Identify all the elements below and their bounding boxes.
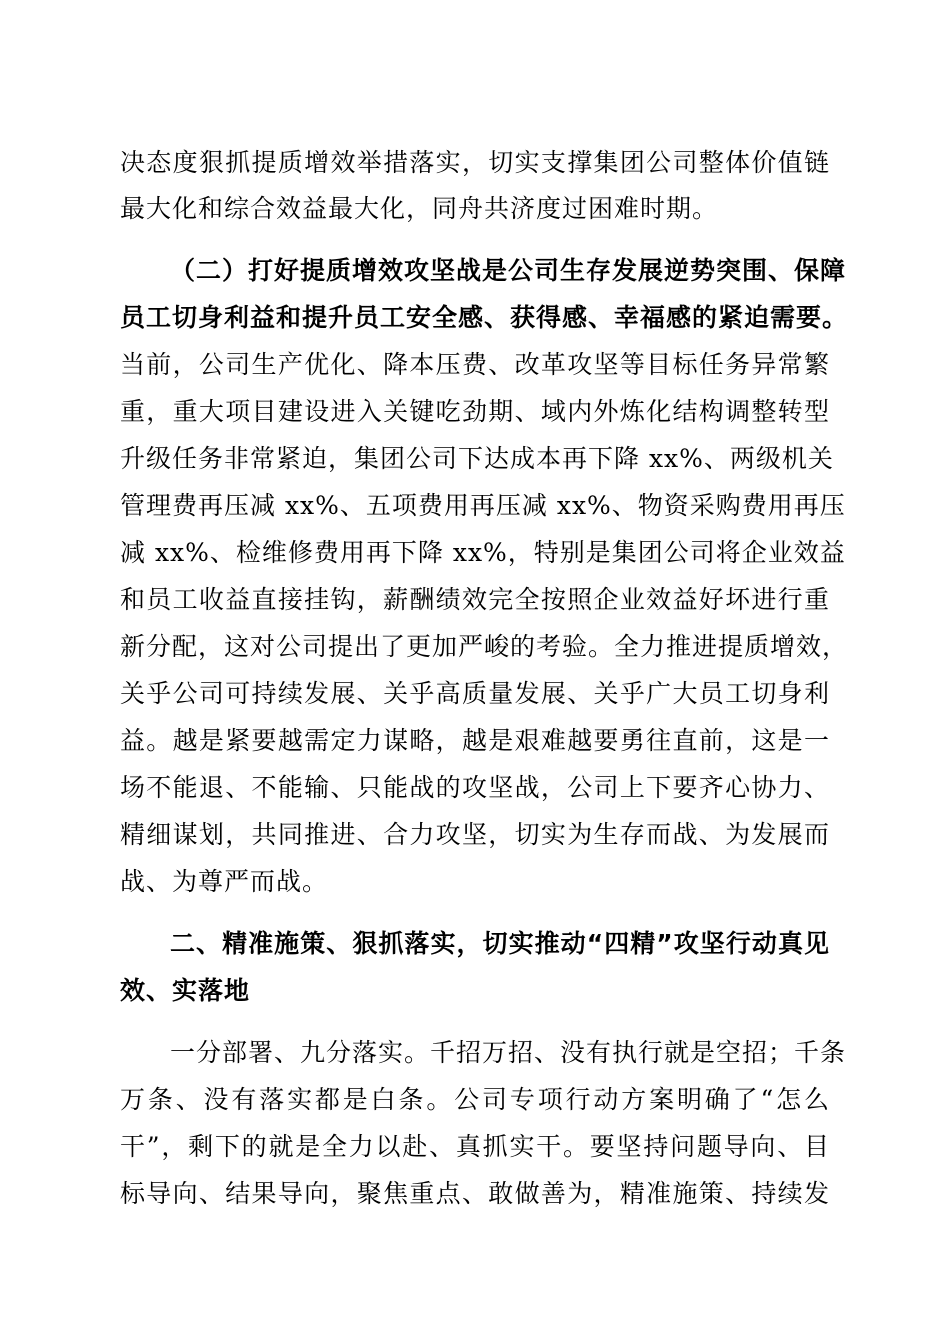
paragraph-line: 当前，公司生产优化、降本压费、改革攻坚等目标任务异常繁 (120, 350, 830, 379)
paragraph-line: 一分部署、九分落实。千招万招、没有执行就是空招；千条 (170, 1038, 847, 1067)
paragraph-line: 管理费再压减 xx%、五项费用再压减 xx%、物资采购费用再压 (120, 491, 846, 520)
paragraph-line: 干”，剩下的就是全力以赴、真抓实干。要坚持问题导向、目 (120, 1132, 830, 1161)
paragraph-line: 标导向、结果导向，聚焦重点、敢做善为，精准施策、持续发 (120, 1179, 830, 1208)
paragraph-line: 战、为尊严而战。 (120, 867, 329, 896)
paragraph-line: 最大化和综合效益最大化，同舟共济度过困难时期。 (120, 194, 719, 223)
subheading-line: （二）打好提质增效攻坚战是公司生存发展逆势突围、保障 (170, 256, 847, 285)
paragraph-line: 决态度狠抓提质增效举措落实，切实支撑集团公司整体价值链 (120, 148, 830, 177)
section-heading-line: 效、实落地 (120, 976, 251, 1005)
paragraph-line: 和员工收益直接挂钩，薪酬绩效完全按照企业效益好坏进行重 (120, 585, 830, 614)
paragraph-line: 关乎公司可持续发展、关乎高质量发展、关乎广大员工切身利 (120, 679, 830, 708)
paragraph-line: 减 xx%、检维修费用再下降 xx%，特别是集团公司将企业效益 (120, 538, 846, 567)
paragraph-line: 场不能退、不能输、只能战的攻坚战，公司上下要齐心协力、 (120, 773, 830, 802)
paragraph-line: 万条、没有落实都是白条。公司专项行动方案明确了“怎么 (120, 1085, 830, 1114)
paragraph-line: 升级任务非常紧迫，集团公司下达成本再下降 xx%、两级机关 (120, 444, 834, 473)
paragraph-line: 精细谋划，共同推进、合力攻坚，切实为生存而战、为发展而 (120, 820, 830, 849)
paragraph-line: 重，重大项目建设进入关键吃劲期、域内外炼化结构调整转型 (120, 397, 830, 426)
section-heading-line: 二、精准施策、狠抓落实，切实推动“四精”攻坚行动真见 (170, 929, 830, 958)
subheading-line: 员工切身利益和提升员工安全感、获得感、幸福感的紧迫需要。 (120, 303, 849, 332)
paragraph-line: 新分配，这对公司提出了更加严峻的考验。全力推进提质增效， (120, 632, 849, 661)
paragraph-line: 益。越是紧要越需定力谋略，越是艰难越要勇往直前，这是一 (120, 726, 830, 755)
